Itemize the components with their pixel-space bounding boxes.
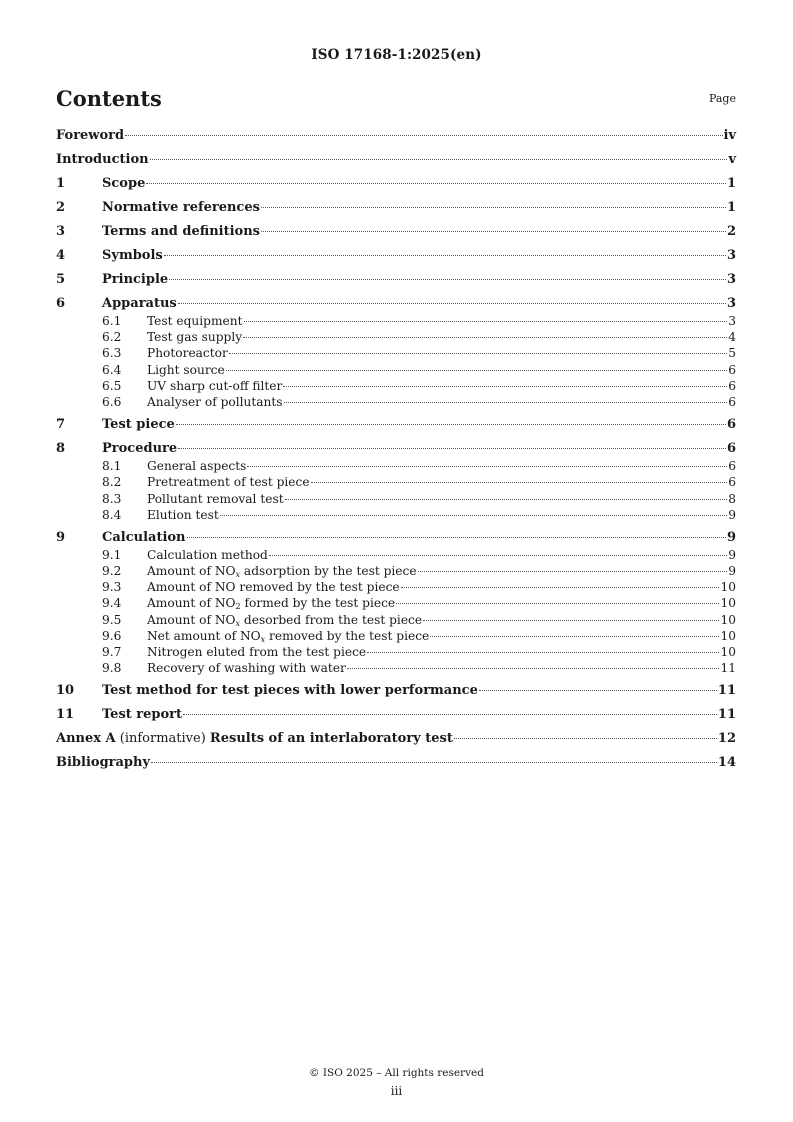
toc-entry-apparatus[interactable]	[56, 296, 736, 313]
toc-subentry-9-6[interactable]	[56, 628, 736, 644]
toc-title: Scope	[102, 176, 146, 191]
toc-page: 6	[726, 417, 736, 433]
dot-leader	[423, 620, 719, 621]
toc-page: 10	[720, 645, 736, 659]
toc-page: 5	[728, 346, 736, 361]
toc-title: UV sharp cut-off filter	[147, 378, 283, 393]
dot-leader	[150, 159, 728, 160]
toc-subentry-6-3[interactable]	[56, 345, 736, 361]
toc-page: 4	[728, 330, 736, 345]
toc-number: 9.1	[102, 547, 122, 562]
toc-number: 9.3	[102, 580, 122, 595]
toc-entry-scope[interactable]	[56, 176, 736, 193]
toc-entry-annex-a[interactable]	[56, 731, 736, 748]
toc-page: v	[728, 152, 736, 167]
toc-title: Symbols	[102, 248, 163, 263]
toc-subentry-6-6[interactable]	[56, 394, 736, 410]
toc-page: iv	[723, 128, 736, 143]
toc-number: 6	[56, 296, 66, 311]
title-text: removed by the test piece	[265, 628, 430, 643]
subscript: x	[235, 570, 241, 580]
toc-number: 8.2	[102, 475, 122, 490]
toc-number: 8	[56, 441, 66, 457]
toc-entry-calculation[interactable]	[56, 530, 736, 547]
toc-page: 12	[717, 731, 736, 747]
toc-page: 3	[726, 248, 736, 263]
toc-number: 3	[56, 224, 66, 239]
toc-title: Test gas supply	[147, 330, 243, 345]
toc-page: 3	[726, 272, 736, 287]
toc-subentry-9-5[interactable]	[56, 612, 736, 628]
dot-leader	[125, 135, 722, 136]
toc-subentry-9-3[interactable]	[56, 579, 736, 595]
toc-number: 9	[56, 529, 66, 545]
toc-subentry-8-1[interactable]	[56, 458, 736, 474]
dot-leader	[283, 386, 727, 387]
dot-leader	[146, 183, 726, 184]
dot-leader	[220, 515, 727, 516]
toc-subentry-6-1[interactable]	[56, 313, 736, 329]
annex-label: Annex A	[56, 731, 116, 747]
toc-subentry-9-8[interactable]	[56, 660, 736, 676]
toc-page: 6	[726, 441, 736, 457]
toc-entry-introduction[interactable]	[56, 152, 736, 169]
toc-title: Nitrogen eluted from the test piece	[147, 645, 367, 659]
toc-page: 6	[728, 459, 736, 474]
toc-entry-symbols[interactable]	[56, 248, 736, 265]
dot-leader	[247, 466, 727, 467]
toc-page: 1	[726, 200, 736, 215]
toc-entry-test-piece[interactable]	[56, 417, 736, 434]
toc-title: Terms and definitions	[102, 224, 260, 239]
subscript: 2	[235, 602, 241, 612]
dot-leader	[367, 652, 719, 653]
dot-leader	[284, 402, 728, 403]
toc-title: Test method for test pieces with lower performance	[102, 683, 478, 699]
toc-number: 7	[56, 417, 66, 433]
toc-title: General aspects	[147, 459, 247, 474]
toc-subentry-6-2[interactable]	[56, 329, 736, 345]
toc-page: 6	[728, 394, 736, 409]
toc-title: Test piece	[102, 417, 175, 433]
page-column-label: Page	[708, 92, 736, 105]
toc-subentry-6-4[interactable]	[56, 362, 736, 378]
toc-number: 9.4	[102, 596, 122, 611]
toc-title: Introduction	[56, 152, 149, 167]
toc-page: 6	[728, 362, 736, 377]
toc-page: 9	[728, 507, 736, 522]
toc-number: 2	[56, 200, 66, 215]
toc-title: Photoreactor	[147, 346, 228, 361]
document-id-header: ISO 17168-1:2025(en)	[311, 47, 482, 63]
toc-page: 6	[728, 378, 736, 393]
toc-title	[56, 731, 453, 746]
toc-number: 8.3	[102, 491, 122, 506]
toc-number: 9.7	[102, 645, 122, 659]
annex-title: Results of an interlaboratory test	[209, 731, 453, 747]
dot-leader	[479, 690, 717, 691]
title-text: Net amount of NO	[147, 628, 261, 643]
contents-title: Contents	[56, 86, 162, 111]
toc-page: 11	[717, 707, 736, 723]
toc-page: 9	[728, 547, 736, 562]
dot-leader	[169, 279, 726, 280]
title-text: Amount of NO	[147, 564, 236, 579]
toc-page: 2	[726, 224, 736, 239]
dot-leader	[396, 603, 719, 604]
toc-page: 10	[720, 580, 736, 595]
subscript: x	[260, 634, 266, 644]
toc-title: Analyser of pollutants	[147, 394, 283, 409]
toc-title: Recovery of washing with water	[147, 661, 346, 676]
dot-leader	[418, 571, 728, 572]
toc-page: 6	[728, 475, 736, 490]
toc-number: 8.4	[102, 507, 122, 522]
toc-page: 1	[726, 176, 736, 191]
title-text: formed by the test piece	[240, 596, 396, 611]
dot-leader	[430, 636, 719, 637]
toc-page: 9	[728, 564, 736, 579]
toc-title: Elution test	[147, 507, 219, 522]
toc-title: Principle	[102, 272, 169, 287]
subscript: x	[235, 618, 241, 628]
dot-leader	[226, 370, 728, 371]
dot-leader	[347, 668, 720, 669]
toc-number: 9.6	[102, 628, 122, 643]
toc-number: 9.2	[102, 564, 122, 579]
dot-leader	[243, 337, 727, 338]
toc-number: 10	[56, 683, 75, 699]
toc-page: 14	[717, 755, 736, 771]
dot-leader	[261, 207, 726, 208]
toc-number: 6.6	[102, 394, 122, 409]
toc-title: Apparatus	[102, 296, 177, 311]
title-text: adsorption by the test piece	[240, 564, 417, 579]
toc-number: 6.4	[102, 362, 122, 377]
dot-leader	[401, 587, 720, 588]
toc-title: Light source	[147, 362, 225, 377]
annex-qualifier: (informative)	[115, 731, 210, 747]
toc-page: 10	[720, 612, 736, 627]
dot-leader	[178, 448, 726, 449]
dot-leader	[164, 255, 726, 256]
toc-title: Pretreatment of test piece	[147, 475, 310, 490]
toc-subentry-9-4[interactable]	[56, 595, 736, 611]
dot-leader	[269, 555, 727, 556]
title-text: desorbed from the test piece	[240, 612, 423, 627]
toc-subentry-9-2[interactable]	[56, 563, 736, 579]
dot-leader	[244, 321, 728, 322]
toc-number: 4	[56, 248, 66, 263]
dot-leader	[454, 738, 717, 739]
copyright-notice: © ISO 2025 – All rights reserved	[309, 1067, 484, 1079]
page-number: iii	[390, 1084, 403, 1098]
toc-page: 10	[720, 628, 736, 643]
toc-number: 11	[56, 707, 75, 723]
toc-entry-test-report[interactable]	[56, 707, 736, 724]
toc-page: 3	[726, 296, 736, 311]
toc-entry-terms-and-definitions[interactable]	[56, 224, 736, 241]
table-of-contents	[56, 128, 736, 772]
toc-number: 8.1	[102, 459, 122, 474]
toc-title: Calculation method	[147, 547, 268, 562]
dot-leader	[178, 303, 726, 304]
toc-entry-principle[interactable]	[56, 272, 736, 289]
toc-page: 8	[728, 491, 736, 506]
toc-number: 6.3	[102, 346, 122, 361]
toc-page: 10	[720, 596, 736, 611]
toc-entry-normative-references[interactable]	[56, 200, 736, 217]
dot-leader	[229, 353, 727, 354]
dot-leader	[176, 424, 726, 425]
toc-number: 1	[56, 176, 66, 191]
toc-number: 5	[56, 272, 66, 287]
toc-number: 9.8	[102, 661, 122, 676]
toc-page: 11	[717, 683, 736, 699]
toc-entry-bibliography[interactable]	[56, 755, 736, 772]
toc-subentry-6-5[interactable]	[56, 378, 736, 394]
toc-title: Amount of NO removed by the test piece	[147, 580, 400, 595]
toc-title: Normative references	[102, 200, 260, 215]
toc-title: Pollutant removal test	[147, 491, 284, 506]
toc-number: 9.5	[102, 612, 122, 627]
toc-entry-lower-performance[interactable]	[56, 683, 736, 700]
dot-leader	[285, 499, 728, 500]
toc-page: 9	[726, 529, 736, 545]
dot-leader	[261, 231, 726, 232]
toc-title: Foreword	[56, 128, 125, 143]
title-text: Amount of NO	[147, 596, 236, 611]
dot-leader	[187, 537, 726, 538]
toc-title: Calculation	[102, 529, 186, 545]
toc-number: 6.1	[102, 314, 122, 328]
toc-title: Test equipment	[147, 314, 243, 328]
toc-page: 11	[720, 661, 736, 676]
toc-page: 3	[728, 314, 736, 328]
dot-leader	[183, 714, 717, 715]
toc-subentry-9-1[interactable]	[56, 547, 736, 563]
toc-title: Test report	[102, 707, 183, 723]
toc-number: 6.2	[102, 330, 122, 345]
toc-subentry-8-3[interactable]	[56, 491, 736, 507]
toc-subentry-8-2[interactable]	[56, 474, 736, 490]
title-text: Amount of NO	[147, 612, 236, 627]
toc-entry-procedure[interactable]	[56, 441, 736, 458]
toc-number: 6.5	[102, 378, 122, 393]
toc-entry-foreword[interactable]	[56, 128, 736, 145]
dot-leader	[151, 762, 717, 763]
toc-subentry-8-4[interactable]	[56, 507, 736, 523]
toc-title: Bibliography	[56, 755, 151, 771]
dot-leader	[311, 482, 728, 483]
toc-title: Procedure	[102, 441, 178, 457]
